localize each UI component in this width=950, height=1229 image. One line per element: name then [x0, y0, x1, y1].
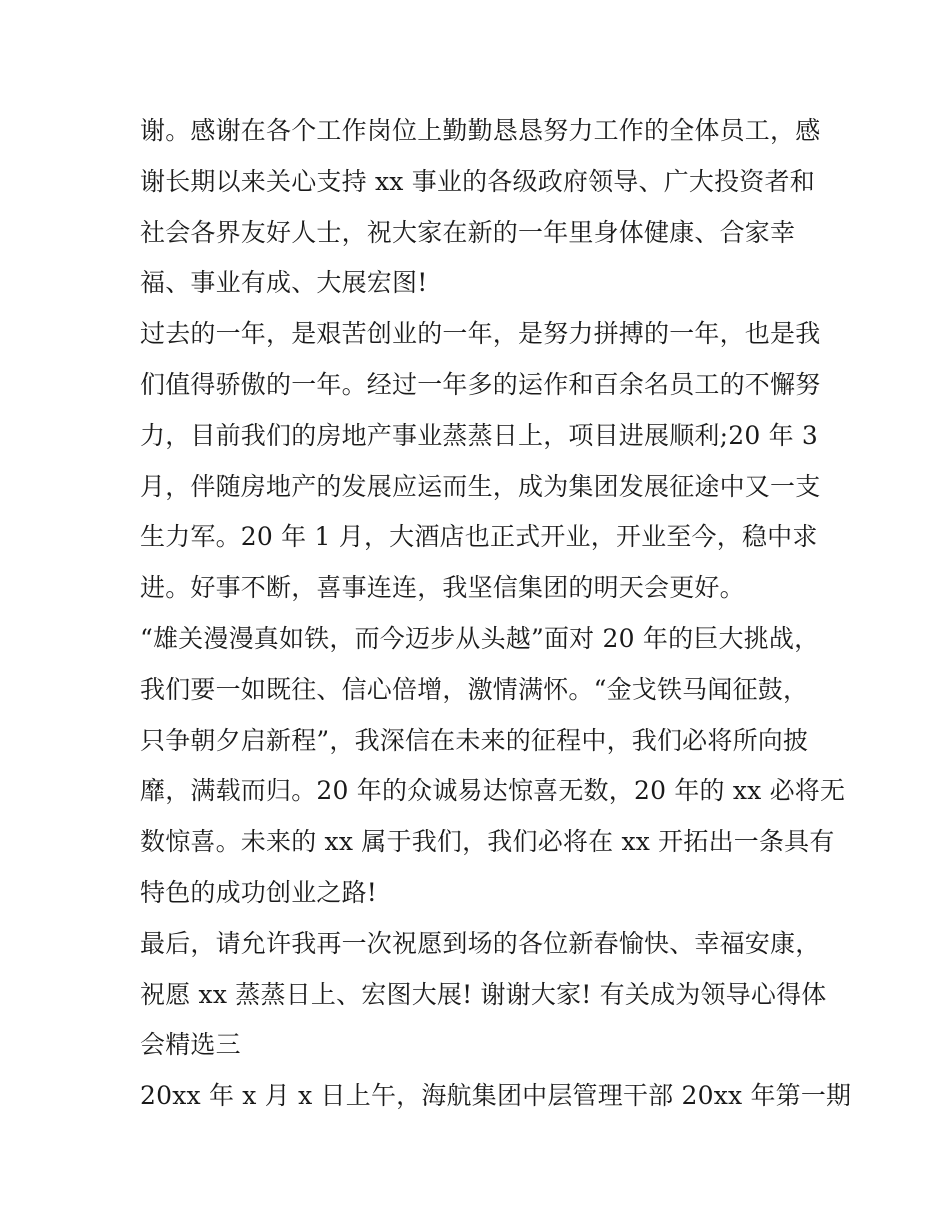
- text-line: 过去的一年，是艰苦创业的一年，是努力拼搏的一年，也是我: [140, 319, 821, 349]
- text-line: 20xx 年 x 月 x 日上午，海航集团中层管理干部 20xx 年第一期: [140, 1081, 852, 1111]
- text-line: 祝愿 xx 蒸蒸日上、宏图大展! 谢谢大家! 有关成为领导心得体: [140, 979, 827, 1009]
- text-line: 进。好事不断，喜事连连，我坚信集团的明天会更好。: [140, 573, 745, 603]
- text-line: 生力军。20 年 1 月，大酒店也正式开业，开业至今，稳中求: [140, 522, 818, 552]
- text-line: 月，伴随房地产的发展应运而生，成为集团发展征途中又一支: [140, 471, 821, 501]
- text-line: 靡，满载而归。20 年的众诚易达惊喜无数，20 年的 xx 必将无: [140, 776, 846, 806]
- document-body: [140, 106, 852, 1122]
- text-line: 数惊喜。未来的 xx 属于我们，我们必将在 xx 开拓出一条具有: [140, 827, 835, 857]
- text-line: 福、事业有成、大展宏图!: [140, 268, 428, 298]
- text-line: 谢长期以来关心支持 xx 事业的各级政府领导、广大投资者和: [140, 166, 815, 196]
- text-line: 只争朝夕启新程”，我深信在未来的征程中，我们必将所向披: [140, 725, 809, 755]
- text-line: 会精选三: [140, 1030, 241, 1060]
- text-line: 最后，请允许我再一次祝愿到场的各位新春愉快、幸福安康，: [140, 928, 821, 958]
- text-line: 们值得骄傲的一年。经过一年多的运作和百余名员工的不懈努: [140, 369, 821, 399]
- text-line: 社会各界友好人士，祝大家在新的一年里身体健康、合家幸: [140, 217, 796, 247]
- text-line: 谢。感谢在各个工作岗位上勤勤恳恳努力工作的全体员工，感: [140, 116, 821, 145]
- text-line: 力，目前我们的房地产事业蒸蒸日上，项目进展顺利;20 年 3: [140, 420, 819, 450]
- text-line: 特色的成功创业之路!: [140, 877, 378, 907]
- text-line: 我们要一如既往、信心倍增，激情满怀。“金戈铁马闻征鼓，: [140, 674, 809, 704]
- text-line: “雄关漫漫真如铁，而今迈步从头越”面对 20 年的巨大挑战，: [140, 623, 820, 653]
